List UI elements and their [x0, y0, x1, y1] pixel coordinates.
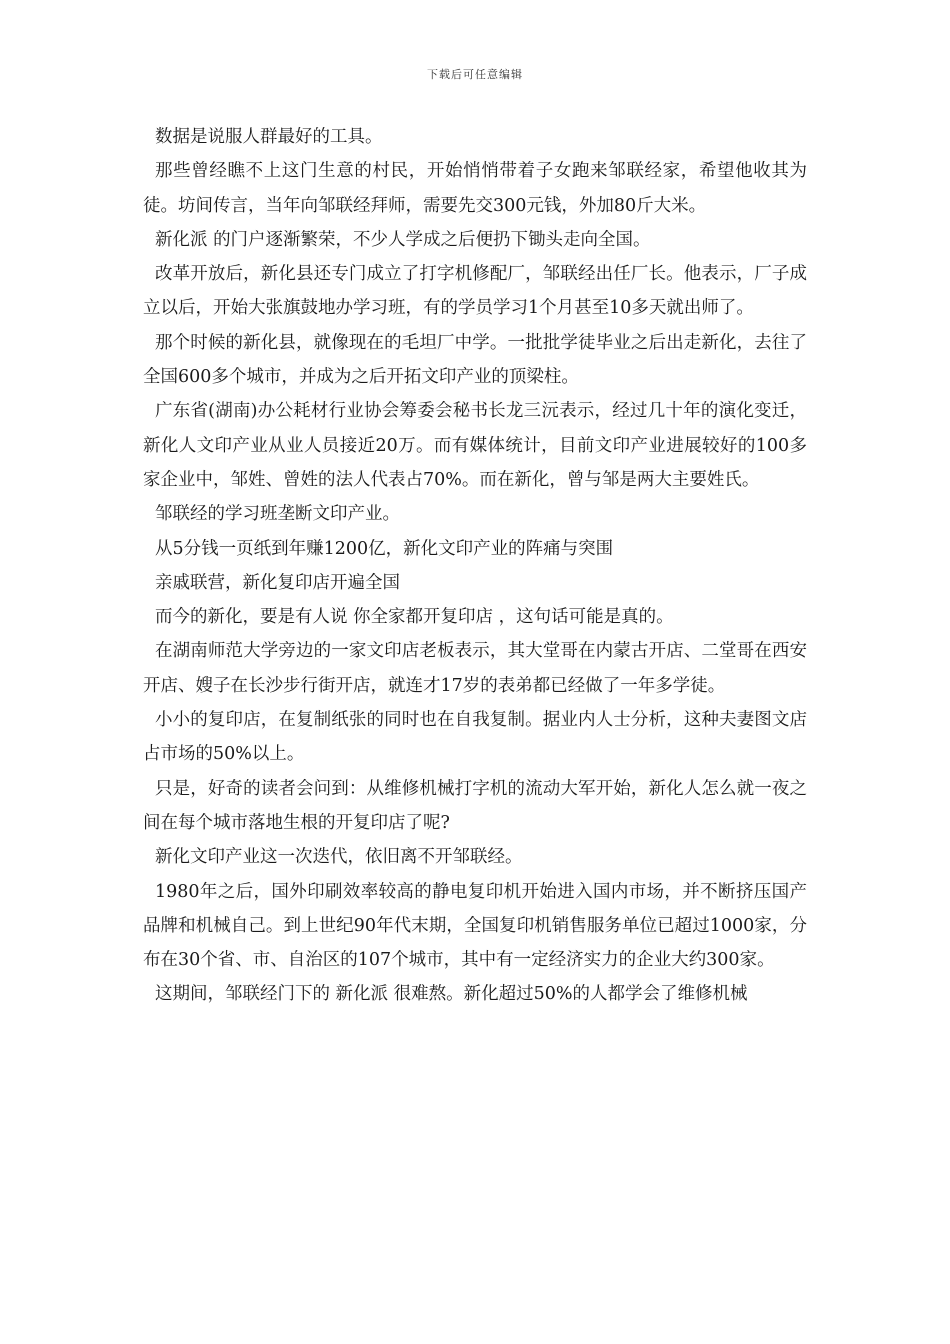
paragraph: 而今的新化，要是有人说 你全家都开复印店 ，这句话可能是真的。: [155, 607, 674, 628]
paragraph: 1980年之后，国外印刷效率较高的静电复印机开始进入国内市场，并不断挤压国产品牌和机械自己。到上世纪90年代末期，全国复印机销售服务单位已超过1000家，分布在30个省、市、自治区的107个城市，其中有一定经济实力的企业大约300家。: [143, 881, 807, 971]
paragraph: 小小的复印店，在复制纸张的同时也在自我复制。据业内人士分析，这种夫妻图文店占市场的50%以上。: [143, 710, 807, 765]
paragraph: 只是，好奇的读者会问到：从维修机械打字机的流动大军开始，新化人怎么就一夜之间在每个城市落地生根的开复印店了呢?: [143, 778, 807, 833]
paragraph: 亲戚联营，新化复印店开遍全国: [155, 572, 400, 593]
paragraph: 那个时候的新化县，就像现在的毛坦厂中学。一批批学徒毕业之后出走新化，去往了全国600多个城市，并成为之后开拓文印产业的顶梁柱。: [143, 332, 807, 388]
paragraph: 数据是说服人群最好的工具。: [155, 127, 383, 147]
paragraph: 从5分钱一页纸到年赚1200亿，新化文印产业的阵痛与突围: [155, 538, 614, 559]
paragraph: 新化文印产业这一次迭代，依旧离不开邹联经。: [155, 847, 523, 868]
paragraph: 那些曾经瞧不上这门生意的村民，开始悄悄带着子女跑来邹联经家，希望他收其为徒。坊间传言，当年向邹联经拜师，需要先交300元钱，外加80斤大米。: [143, 161, 807, 216]
paragraph: 邹联经的学习班垄断文印产业。: [155, 504, 400, 525]
paragraph: 在湖南师范大学旁边的一家文印店老板表示，其大堂哥在内蒙古开店、二堂哥在西安开店、嫂子在长沙步行街开店，就连才17岁的表弟都已经做了一年多学徒。: [143, 641, 807, 696]
document-body: [143, 120, 807, 1012]
paragraph: 这期间，邹联经门下的 新化派 很难熬。新化超过50%的人都学会了维修机械: [155, 984, 748, 1005]
paragraph: 新化派 的门户逐渐繁荣，不少人学成之后便扔下锄头走向全国。: [155, 229, 651, 250]
page-header: 下载后可任意编辑: [427, 68, 523, 81]
paragraph: 广东省(湖南)办公耗材行业协会筹委会秘书长龙三沅表示，经过几十年的演化变迁，新化人文印产业从业人员接近20万。而有媒体统计，目前文印产业进展较好的100多家企业中，邹姓、曾姓的法人代表占70%。而在新化，曾与邹是两大主要姓氏。: [143, 401, 807, 490]
paragraph: 改革开放后，新化县还专门成立了打字机修配厂，邹联经出任厂长。他表示，厂子成立以后，开始大张旗鼓地办学习班，有的学员学习1个月甚至10多天就出师了。: [143, 264, 807, 319]
